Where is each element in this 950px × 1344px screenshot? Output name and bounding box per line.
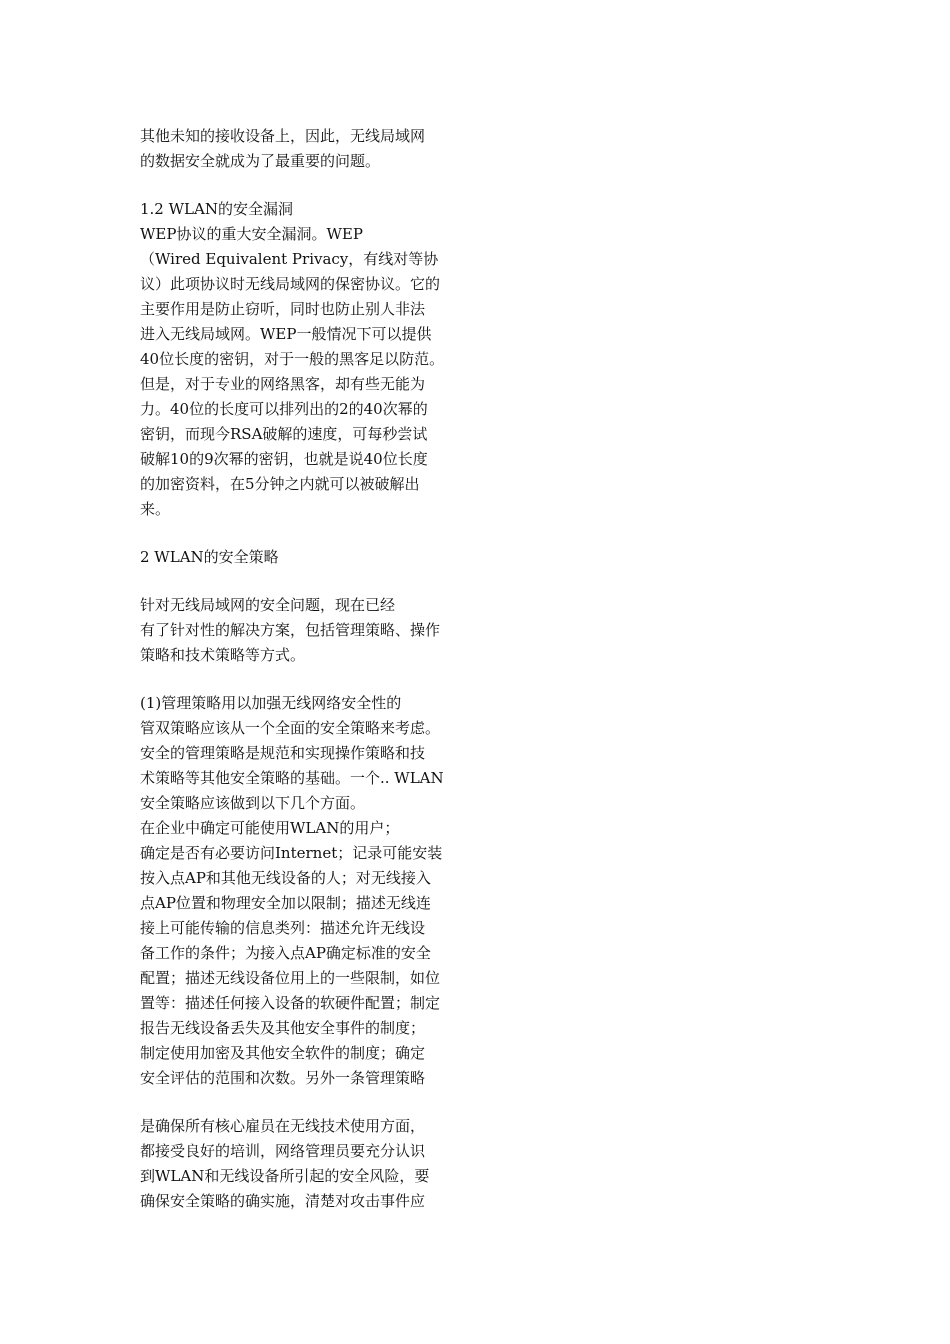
text-line: 的加密资料，在5分钟之内就可以被破解出 (140, 475, 420, 493)
text-line: 点AP位置和物理安全加以限制；描述无线连 (140, 894, 431, 912)
text-line: (1)管理策略用以加强无线网络安全性的 (140, 694, 402, 712)
text-line: 置等：描述任何接入设备的软硬件配置；制定 (140, 994, 441, 1012)
text-line: 确定是否有必要访问Internet；记录可能安装 (140, 844, 443, 862)
text-line: 是确保所有核心雇员在无线技术使用方面， (140, 1117, 426, 1135)
text-line: 配置；描述无线设备位用上的一些限制，如位 (140, 969, 441, 987)
text-line: 报告无线设备丢失及其他安全事件的制度； (140, 1019, 426, 1037)
text-line: 来。 (140, 500, 171, 518)
text-line: WEP协议的重大安全漏洞。WEP (140, 225, 363, 243)
text-line: 安全策略应该做到以下几个方面。 (140, 794, 366, 812)
paragraph-gap (140, 1091, 500, 1114)
text-line: 策略和技术策略等方式。 (140, 646, 306, 664)
text-line: 破解10的9次幂的密钥，也就是说40位长度 (140, 450, 428, 468)
text-line: 术策略等其他安全策略的基础。一个.. WLAN (140, 769, 444, 787)
text-line: 在企业中确定可能使用WLAN的用户； (140, 819, 400, 837)
text-line: 的数据安全就成为了最重要的问题。 (140, 152, 381, 170)
text-line: 都接受良好的培训，网络管理员要充分认识 (140, 1142, 426, 1160)
text-line: 制定使用加密及其他安全软件的制度；确定 (140, 1044, 426, 1062)
text-column (140, 124, 500, 1214)
text-line: 进入无线局域网。WEP一般情况下可以提供 (140, 325, 432, 343)
text-line: 但是，对于专业的网络黑客，却有些无能为 (140, 375, 426, 393)
text-line: 有了针对性的解决方案，包括管理策略、操作 (140, 621, 441, 639)
text-line: 确保安全策略的确实施，清楚对攻击事件应 (140, 1192, 426, 1210)
text-line: 到WLAN和无线设备所引起的安全风险，要 (140, 1167, 430, 1185)
text-line: （Wired Equivalent Privacy，有线对等协 (140, 250, 439, 268)
text-line: 备工作的条件；为接入点AP确定标准的安全 (140, 944, 431, 962)
text-line: 密钥，而现今RSA破解的速度，可每秒尝试 (140, 425, 428, 443)
section-heading: 2 WLAN的安全策略 (140, 548, 279, 566)
text-line: 力。40位的长度可以排列出的2的40次幂的 (140, 400, 428, 418)
text-line: 议）此项协议时无线局域网的保密协议。它的 (140, 275, 441, 293)
text-line: 安全的管理策略是规范和实现操作策略和技 (140, 744, 426, 762)
paragraph-gap (140, 570, 500, 593)
paragraph-gap (140, 522, 500, 545)
text-line: 安全评估的范围和次数。另外一条管理策略 (140, 1069, 426, 1087)
section-heading: 1.2 WLAN的安全漏洞 (140, 200, 293, 218)
text-line: 主要作用是防止窃听，同时也防止别人非法 (140, 300, 426, 318)
text-line: 40位长度的密钥，对于一般的黑客足以防范。 (140, 350, 445, 368)
text-line: 管双策略应该从一个全面的安全策略来考虑。 (140, 719, 441, 737)
paragraph-gap (140, 668, 500, 691)
text-line: 针对无线局域网的安全问题，现在已经 (140, 596, 396, 614)
text-line: 接上可能传输的信息类列：描述允许无线设 (140, 919, 426, 937)
paragraph-gap (140, 174, 500, 197)
text-line: 按入点AP和其他无线设备的人；对无线接入 (140, 869, 431, 887)
text-line: 其他未知的接收设备上，因此，无线局域网 (140, 127, 426, 145)
